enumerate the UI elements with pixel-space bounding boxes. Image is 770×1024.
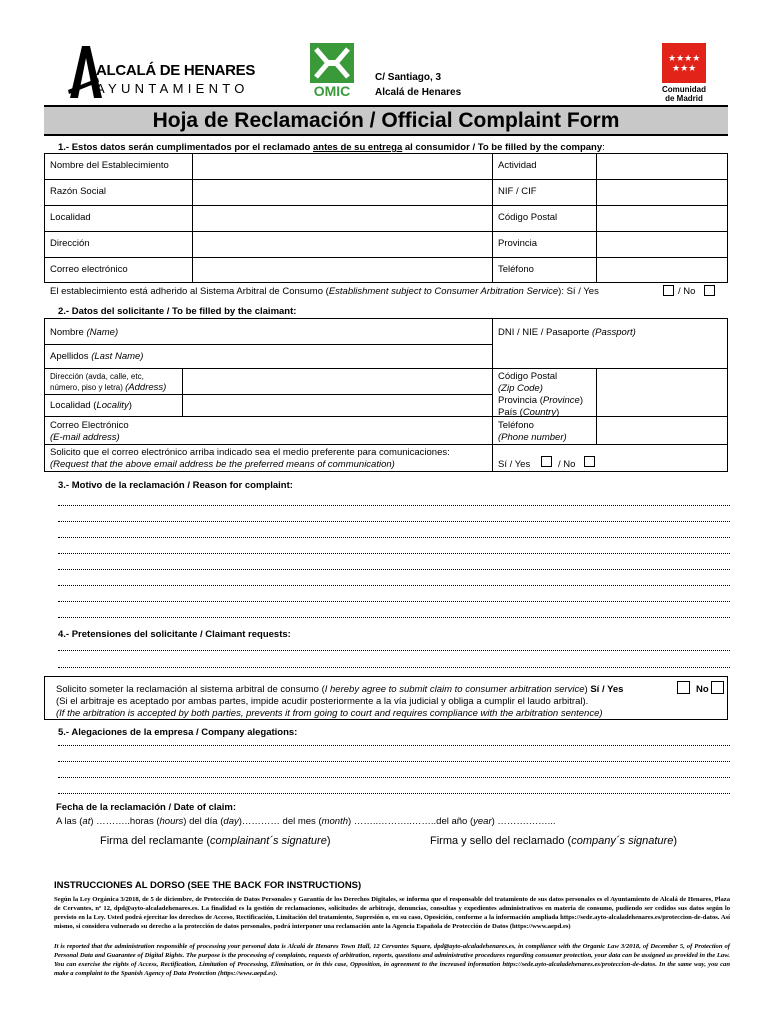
adhered-yes-checkbox[interactable]	[663, 285, 674, 296]
madrid-flag-icon	[662, 43, 706, 83]
preferred-no-checkbox[interactable]	[584, 456, 595, 467]
comunidad-madrid-logo	[658, 43, 710, 103]
country-end: )	[556, 407, 560, 418]
phone-label: Teléfono	[498, 264, 534, 275]
consent-text-a: Solicito someter la reclamación al sistema arbitral de consumo (	[56, 684, 325, 695]
address-label-line2: número, piso y letra)	[50, 383, 126, 392]
cm-line2: de Madrid	[665, 94, 703, 103]
email-label: Correo electrónico	[50, 264, 128, 275]
date-e: ) ……..………..……..del año (	[348, 816, 474, 827]
complaint-line[interactable]	[58, 505, 730, 506]
claimant-phone-input[interactable]	[598, 418, 726, 443]
nif-label: NIF / CIF	[498, 186, 537, 197]
phone-italic: (Phone number)	[498, 432, 567, 443]
province-text: Provincia (	[498, 395, 543, 406]
company-signature-area[interactable]	[420, 850, 720, 878]
adhered-no-checkbox[interactable]	[704, 285, 715, 296]
claimant-locality-label	[50, 400, 132, 411]
country-text: País (	[498, 407, 523, 418]
postal-code-input[interactable]	[597, 206, 727, 230]
arb-text-b: ): Sí / Yes	[558, 286, 599, 297]
complaint-line[interactable]	[58, 569, 730, 570]
address-street: C/ Santiago, 3	[375, 72, 442, 83]
sig-company-end: )	[673, 835, 677, 847]
sig-claimant-italic: complainant´s signature	[210, 835, 327, 847]
section2-heading: 2.- Datos del solicitante / To be filled by the claimant:	[58, 306, 297, 317]
section3-heading: 3.- Motivo de la reclamación / Reason for complaint:	[58, 480, 293, 491]
ayuntamiento-label: AYUNTAMIENTO	[96, 81, 249, 96]
s1-col-divider-2	[492, 153, 493, 283]
date-month: month	[321, 816, 349, 827]
s1-heading-colon: :	[602, 142, 605, 153]
date-year: year	[473, 816, 492, 827]
last-name-text: Apellidos	[50, 351, 92, 362]
preferred-yes-checkbox[interactable]	[541, 456, 552, 467]
name-label-italic: (Name)	[86, 327, 119, 338]
s1-heading-a: 1.- Estos datos serán cumplimentados por el reclamado	[58, 142, 313, 153]
claimant-locality-input[interactable]	[184, 396, 490, 415]
date-day: day	[223, 816, 239, 827]
s2-inner-divider	[182, 368, 183, 416]
company-allegations-line[interactable]	[58, 793, 730, 794]
consent-no-label: No	[696, 684, 709, 695]
province-label: Provincia	[498, 238, 538, 249]
arb-text-italic: Establishment subject to Consumer Arbitration Service	[328, 286, 559, 297]
complaint-line[interactable]	[58, 537, 730, 538]
locality-italic: Locality	[96, 400, 129, 411]
s2-inner-divider-right	[596, 368, 597, 444]
zip-label-text: Código Postal	[498, 371, 558, 382]
s1-heading-b: al consumidor / To be filled by the company	[402, 142, 603, 153]
activity-label: Actividad	[498, 160, 537, 171]
requests-line[interactable]	[58, 667, 730, 668]
arbitration-note-en: (If the arbitration is accepted by both parties, prevents it from going to court and requires compliance with the arbitration sentence)	[56, 708, 603, 719]
complaint-line[interactable]	[58, 601, 730, 602]
arb-text-a: El establecimiento está adherido al Sistema Arbitral de Consumo (	[50, 286, 329, 297]
company-allegations-line[interactable]	[58, 761, 730, 762]
consent-yes-label: Sí / Yes	[590, 684, 624, 695]
office-address	[375, 70, 461, 100]
locality-end: )	[128, 400, 132, 411]
email-text: Correo Electrónico	[50, 420, 129, 431]
arbitration-adherence-text	[50, 286, 599, 297]
omic-logo	[310, 43, 354, 99]
date-a: A las (	[56, 816, 83, 827]
phone-input[interactable]	[597, 258, 727, 282]
claimant-signature-area[interactable]	[60, 850, 360, 878]
name-label-text: Nombre	[50, 327, 87, 338]
country-italic: Country	[522, 407, 557, 418]
date-c: ) del día (	[183, 816, 224, 827]
dni-input[interactable]	[498, 342, 726, 367]
adhered-no-label: / No	[678, 286, 696, 297]
s2-row-divider	[44, 368, 728, 369]
dni-label-text: DNI / NIE / Pasaporte	[498, 327, 592, 338]
company-name-input[interactable]	[193, 180, 491, 204]
date-d: )………… del mes (	[238, 816, 322, 827]
locality-input[interactable]	[193, 206, 491, 230]
omic-mark-icon	[310, 43, 354, 83]
claimant-email-label	[50, 420, 129, 444]
postal-code-label: Código Postal	[498, 212, 558, 223]
preferred-email-en: (Request that the above email address be the preferred means of communication)	[50, 459, 395, 470]
arbitration-note-es: (Si el arbitraje es aceptado por ambas partes, impide acudir posteriormente a la vía judicial y obliga a cumplir el laudo arbitral).	[56, 696, 589, 707]
comunidad-madrid-label	[658, 85, 710, 103]
svg-text:★★★★: ★★★★	[668, 54, 701, 64]
sig-company-text: Firma y sello del reclamado (	[430, 835, 572, 847]
claimant-name-label	[50, 327, 118, 338]
s2-row-divider	[44, 416, 728, 417]
title-bar	[44, 107, 728, 134]
establishment-name-input[interactable]	[193, 154, 491, 178]
company-allegations-line[interactable]	[58, 745, 730, 746]
address-city: Alcalá de Henares	[375, 87, 462, 98]
date-f: ) ……….……...	[491, 816, 556, 827]
last-name-label	[50, 351, 143, 362]
preferred-email-es: Solicito que el correo electrónico arriba indicado sea el medio preferente para comunicaciones:	[50, 447, 450, 458]
consent-no-checkbox[interactable]	[711, 681, 724, 694]
activity-input[interactable]	[597, 154, 727, 178]
privacy-notice-en: It is reported that the administration responsible of processing your personal data is Alcalá de Henares Town Hall, 12 Cervantes Square, dpd@ayto-alcaladehenares.es, in compliance with the Organic Law 3/2018, of December 5, of Protection of Personal Data and Guarantee of Digital Rights. The purpose is the processing of complaints, requests of arbitration, reports, questions and administrative procedures regarding consumer protection, your data can be assigned as provided in the Law. You can exercise the rights of Access, Rectification, Limitation of Processing, Elimination, or in this case, Opposition, in agreement to the increased information https://sede.ayto-alcaladehenares.es/proteccion-de-datos. In the same way, you can make a complaint to the Spanish Agency of Data Protection (https://www.aepd.es).	[54, 943, 730, 977]
claimant-signature-label	[100, 835, 331, 847]
privacy-notice-es: Según la Ley Orgánica 3/2018, de 5 de diciembre, de Protección de Datos Personales y Garantía de los Derechos Digitales, se informa que el responsable del tratamiento de sus datos personales es el Ayuntamiento de Alcalá de Henares, Plaza de Cervantes, nº 12, dpd@ayto-alcaladehenares.es. La finalidad es la gestión de reclamaciones, solicitudes de arbitraje, denuncias, consultas y expedientes administrativos en materia de consumo, pudiendo ser cedidos sus datos según lo previsto en la Ley. Usted podrá ejercitar los derechos de Acceso, Rectificación, Limitación del tratamiento, Supresión o, en su caso, Oposición, conforme a la información ampliada https://sede.ayto-alcaladehenares.es/proteccion-de-datos. Así mismo, si considera vulnerado su derecho a la protección de datos personales, podrá interponer una reclamación ante la Agencia Española de Protección de Datos (https://www.aepd.es)	[54, 896, 730, 930]
nif-input[interactable]	[597, 180, 727, 204]
section1-heading	[58, 142, 605, 153]
date-hours: hours	[159, 816, 184, 827]
email-italic: (E-mail address)	[50, 432, 120, 443]
address-label-line1: Dirección (avda, calle, etc,	[50, 372, 144, 381]
company-allegations-line[interactable]	[58, 777, 730, 778]
claimant-zip-label	[498, 371, 557, 395]
date-at: at	[82, 816, 91, 827]
address-label-italic: (Address)	[125, 382, 167, 393]
title-bottom-rule	[44, 134, 728, 136]
alcala-name: ALCALÁ DE HENARES	[96, 62, 256, 79]
sig-company-italic: company´s signature	[571, 835, 674, 847]
preferred-yes-label: Sí / Yes	[498, 459, 531, 470]
svg-text:★★★: ★★★	[672, 64, 697, 74]
claimant-phone-label	[498, 420, 567, 444]
sig-claimant-text: Firma del reclamante (	[100, 835, 211, 847]
sig-claimant-end: )	[326, 835, 331, 847]
consent-text-b: )	[584, 684, 591, 695]
instructions-heading: INSTRUCCIONES AL DORSO (SEE THE BACK FOR INSTRUCTIONS)	[54, 880, 362, 891]
complaint-line[interactable]	[58, 521, 730, 522]
claimant-zip-input[interactable]	[598, 370, 726, 393]
company-signature-label	[430, 835, 677, 847]
last-name-input[interactable]	[200, 346, 490, 367]
locality-text: Localidad (	[50, 400, 97, 411]
company-name-label: Razón Social	[50, 186, 106, 197]
complaint-line[interactable]	[58, 585, 730, 586]
last-name-italic: (Last Name)	[91, 351, 144, 362]
dni-label	[498, 327, 636, 338]
claimant-address-label	[50, 371, 166, 393]
establishment-name-label: Nombre del Establecimiento	[50, 160, 169, 171]
page-title: Hoja de Reclamación / Official Complaint Form	[152, 109, 620, 132]
claimant-address-input[interactable]	[184, 370, 490, 393]
consent-yes-checkbox[interactable]	[677, 681, 690, 694]
s2-row-divider	[44, 344, 492, 345]
claimant-email-input[interactable]	[200, 418, 490, 443]
complaint-line[interactable]	[58, 617, 730, 618]
locality-label: Localidad	[50, 212, 91, 223]
s2-row-divider	[44, 444, 728, 445]
preferred-no-label: / No	[558, 459, 576, 470]
s2-col-divider	[492, 318, 493, 472]
section4-heading: 4.- Pretensiones del solicitante / Claimant requests:	[58, 629, 291, 640]
province-end: )	[579, 395, 584, 406]
arbitration-consent-text	[56, 684, 623, 695]
claimant-province-input[interactable]	[598, 395, 726, 415]
phone-text: Teléfono	[498, 420, 534, 431]
claimant-name-input[interactable]	[200, 320, 490, 343]
address-label: Dirección	[50, 238, 90, 249]
requests-line[interactable]	[58, 650, 730, 651]
omic-label: OMIC	[313, 83, 351, 99]
province-input[interactable]	[597, 232, 727, 256]
s2-row-divider	[44, 394, 492, 395]
email-input[interactable]	[193, 258, 491, 282]
alcala-logo	[68, 44, 268, 100]
date-heading: Fecha de la reclamación / Date of claim:	[56, 802, 237, 813]
section5-heading: 5.- Alegaciones de la empresa / Company alegations:	[58, 727, 298, 738]
dni-label-italic: (Passport)	[591, 327, 636, 338]
claimant-province-country-label	[498, 395, 583, 419]
province-italic: Province	[542, 395, 580, 406]
complaint-line[interactable]	[58, 553, 730, 554]
cm-line1: Comunidad	[662, 85, 706, 94]
preferred-email-text	[50, 447, 450, 471]
address-input[interactable]	[193, 232, 491, 256]
s1-heading-underlined: antes de su entrega	[313, 142, 403, 153]
date-b: ) ………..horas (	[90, 816, 160, 827]
date-line	[56, 816, 556, 827]
consent-text-italic: I hereby agree to submit claim to consumer arbitration service	[324, 684, 585, 695]
zip-label-italic: (Zip Code)	[498, 383, 543, 394]
